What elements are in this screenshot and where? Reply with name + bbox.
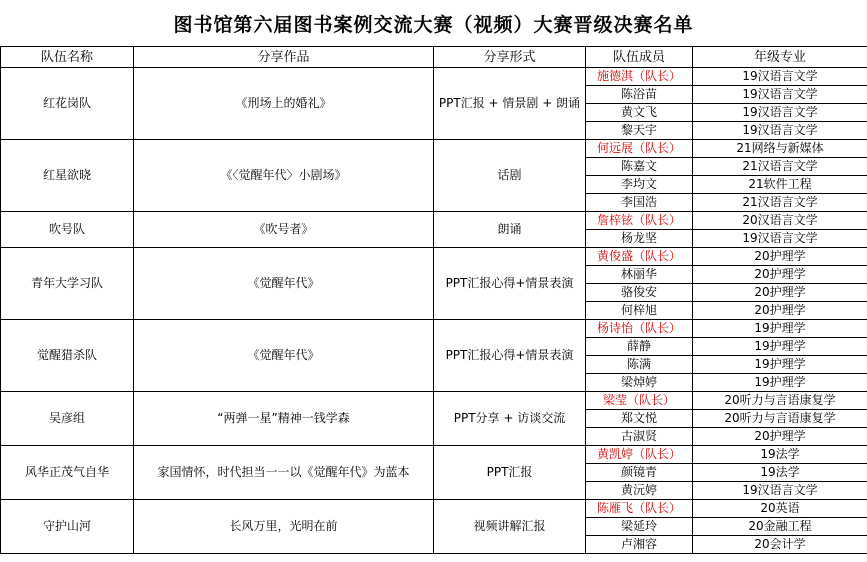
form-cell[interactable]: PPT分享 + 访谈交流 <box>434 392 586 446</box>
table-body <box>1 47 867 554</box>
member-cell[interactable]: 何梓旭 <box>586 302 693 320</box>
grade-cell[interactable]: 19汉语言文学 <box>693 122 867 140</box>
table-row <box>1 446 867 464</box>
form-cell[interactable]: PPT汇报心得+情景表演 <box>434 320 586 392</box>
grade-cell[interactable]: 20护理学 <box>693 266 867 284</box>
work-cell[interactable]: 长风万里，光明在前 <box>134 500 434 554</box>
grade-cell[interactable]: 20护理学 <box>693 302 867 320</box>
team-name-cell[interactable]: 风华正茂气自华 <box>1 446 134 500</box>
grade-cell[interactable]: 19汉语言文学 <box>693 482 867 500</box>
team-name-cell[interactable]: 守护山河 <box>1 500 134 554</box>
grade-cell[interactable]: 19护理学 <box>693 338 867 356</box>
grade-cell[interactable]: 21汉语言文学 <box>693 194 867 212</box>
member-leader-cell[interactable]: 施德淇（队长） <box>586 68 693 86</box>
team-name-cell[interactable]: 觉醒猎杀队 <box>1 320 134 392</box>
header-grade[interactable]: 年级专业 <box>693 47 867 68</box>
finalist-table <box>0 46 867 554</box>
member-cell[interactable]: 卢湘容 <box>586 536 693 554</box>
grade-cell[interactable]: 20会计学 <box>693 536 867 554</box>
member-cell[interactable]: 陈满 <box>586 356 693 374</box>
member-cell[interactable]: 梁延玲 <box>586 518 693 536</box>
grade-cell[interactable]: 19护理学 <box>693 356 867 374</box>
table-row <box>1 500 867 518</box>
form-cell[interactable]: PPT汇报心得+情景表演 <box>434 248 586 320</box>
grade-cell[interactable]: 21网络与新媒体 <box>693 140 867 158</box>
work-cell[interactable]: “两弹一星”精神一钱学森 <box>134 392 434 446</box>
grade-cell[interactable]: 20汉语言文学 <box>693 212 867 230</box>
member-leader-cell[interactable]: 何远展（队长） <box>586 140 693 158</box>
grade-cell[interactable]: 20护理学 <box>693 428 867 446</box>
grade-cell[interactable]: 19汉语言文学 <box>693 104 867 122</box>
member-cell[interactable]: 郑文悦 <box>586 410 693 428</box>
team-name-cell[interactable]: 红星欲晓 <box>1 140 134 212</box>
grade-cell[interactable]: 20护理学 <box>693 248 867 266</box>
team-name-cell[interactable]: 吹号队 <box>1 212 134 248</box>
member-cell[interactable]: 梁焯婷 <box>586 374 693 392</box>
grade-cell[interactable]: 21汉语言文学 <box>693 158 867 176</box>
header-members[interactable]: 队伍成员 <box>586 47 693 68</box>
member-cell[interactable]: 颜镜青 <box>586 464 693 482</box>
grade-cell[interactable]: 20听力与言语康复学 <box>693 392 867 410</box>
header-work[interactable]: 分享作品 <box>134 47 434 68</box>
member-cell[interactable]: 杨龙坚 <box>586 230 693 248</box>
grade-cell[interactable]: 19护理学 <box>693 374 867 392</box>
form-cell[interactable]: 视频讲解汇报 <box>434 500 586 554</box>
member-cell[interactable]: 骆俊安 <box>586 284 693 302</box>
grade-cell[interactable]: 19汉语言文学 <box>693 86 867 104</box>
member-cell[interactable]: 陈嘉文 <box>586 158 693 176</box>
table-row <box>1 68 867 86</box>
member-leader-cell[interactable]: 梁莹（队长） <box>586 392 693 410</box>
table-row <box>1 320 867 338</box>
sheet-title[interactable]: 图书馆第六届图书案例交流大赛（视频）大赛晋级决赛名单 <box>0 0 867 47</box>
work-cell[interactable]: 《〈觉醒年代〉小剧场》 <box>134 140 434 212</box>
table-row <box>1 248 867 266</box>
form-cell[interactable]: PPT汇报 + 情景剧 + 朗诵 <box>434 68 586 140</box>
member-leader-cell[interactable]: 詹梓铉（队长） <box>586 212 693 230</box>
work-cell[interactable]: 家国情怀，时代担当一一以《觉醒年代》为蓝本 <box>134 446 434 500</box>
member-cell[interactable]: 林丽华 <box>586 266 693 284</box>
member-cell[interactable]: 黄沅婷 <box>586 482 693 500</box>
member-cell[interactable]: 薛静 <box>586 338 693 356</box>
grade-cell[interactable]: 20听力与言语康复学 <box>693 410 867 428</box>
table-row <box>1 140 867 158</box>
member-cell[interactable]: 古淑贤 <box>586 428 693 446</box>
grade-cell[interactable]: 19法学 <box>693 464 867 482</box>
member-cell[interactable]: 黎天宇 <box>586 122 693 140</box>
form-cell[interactable]: 朗诵 <box>434 212 586 248</box>
member-cell[interactable]: 黄文飞 <box>586 104 693 122</box>
grade-cell[interactable]: 21软件工程 <box>693 176 867 194</box>
header-team[interactable]: 队伍名称 <box>1 47 134 68</box>
member-leader-cell[interactable]: 陈雁飞（队长） <box>586 500 693 518</box>
grade-cell[interactable]: 19汉语言文学 <box>693 68 867 86</box>
member-cell[interactable]: 陈浴苗 <box>586 86 693 104</box>
member-cell[interactable]: 李国浩 <box>586 194 693 212</box>
member-leader-cell[interactable]: 黄俊盛（队长） <box>586 248 693 266</box>
member-cell[interactable]: 李均文 <box>586 176 693 194</box>
team-name-cell[interactable]: 青年大学习队 <box>1 248 134 320</box>
grade-cell[interactable]: 19护理学 <box>693 320 867 338</box>
work-cell[interactable]: 《吹号者》 <box>134 212 434 248</box>
grade-cell[interactable]: 19汉语言文学 <box>693 230 867 248</box>
member-leader-cell[interactable]: 杨诗怡（队长） <box>586 320 693 338</box>
member-leader-cell[interactable]: 黄凯婷（队长） <box>586 446 693 464</box>
header-form[interactable]: 分享形式 <box>434 47 586 68</box>
table-row <box>1 212 867 230</box>
work-cell[interactable]: 《觉醒年代》 <box>134 248 434 320</box>
team-name-cell[interactable]: 红花岗队 <box>1 68 134 140</box>
form-cell[interactable]: 话剧 <box>434 140 586 212</box>
grade-cell[interactable]: 19法学 <box>693 446 867 464</box>
work-cell[interactable]: 《刑场上的婚礼》 <box>134 68 434 140</box>
table-row <box>1 392 867 410</box>
grade-cell[interactable]: 20护理学 <box>693 284 867 302</box>
header-row <box>1 47 867 68</box>
team-name-cell[interactable]: 吴彦组 <box>1 392 134 446</box>
grade-cell[interactable]: 20英语 <box>693 500 867 518</box>
grade-cell[interactable]: 20金融工程 <box>693 518 867 536</box>
form-cell[interactable]: PPT汇报 <box>434 446 586 500</box>
work-cell[interactable]: 《觉醒年代》 <box>134 320 434 392</box>
